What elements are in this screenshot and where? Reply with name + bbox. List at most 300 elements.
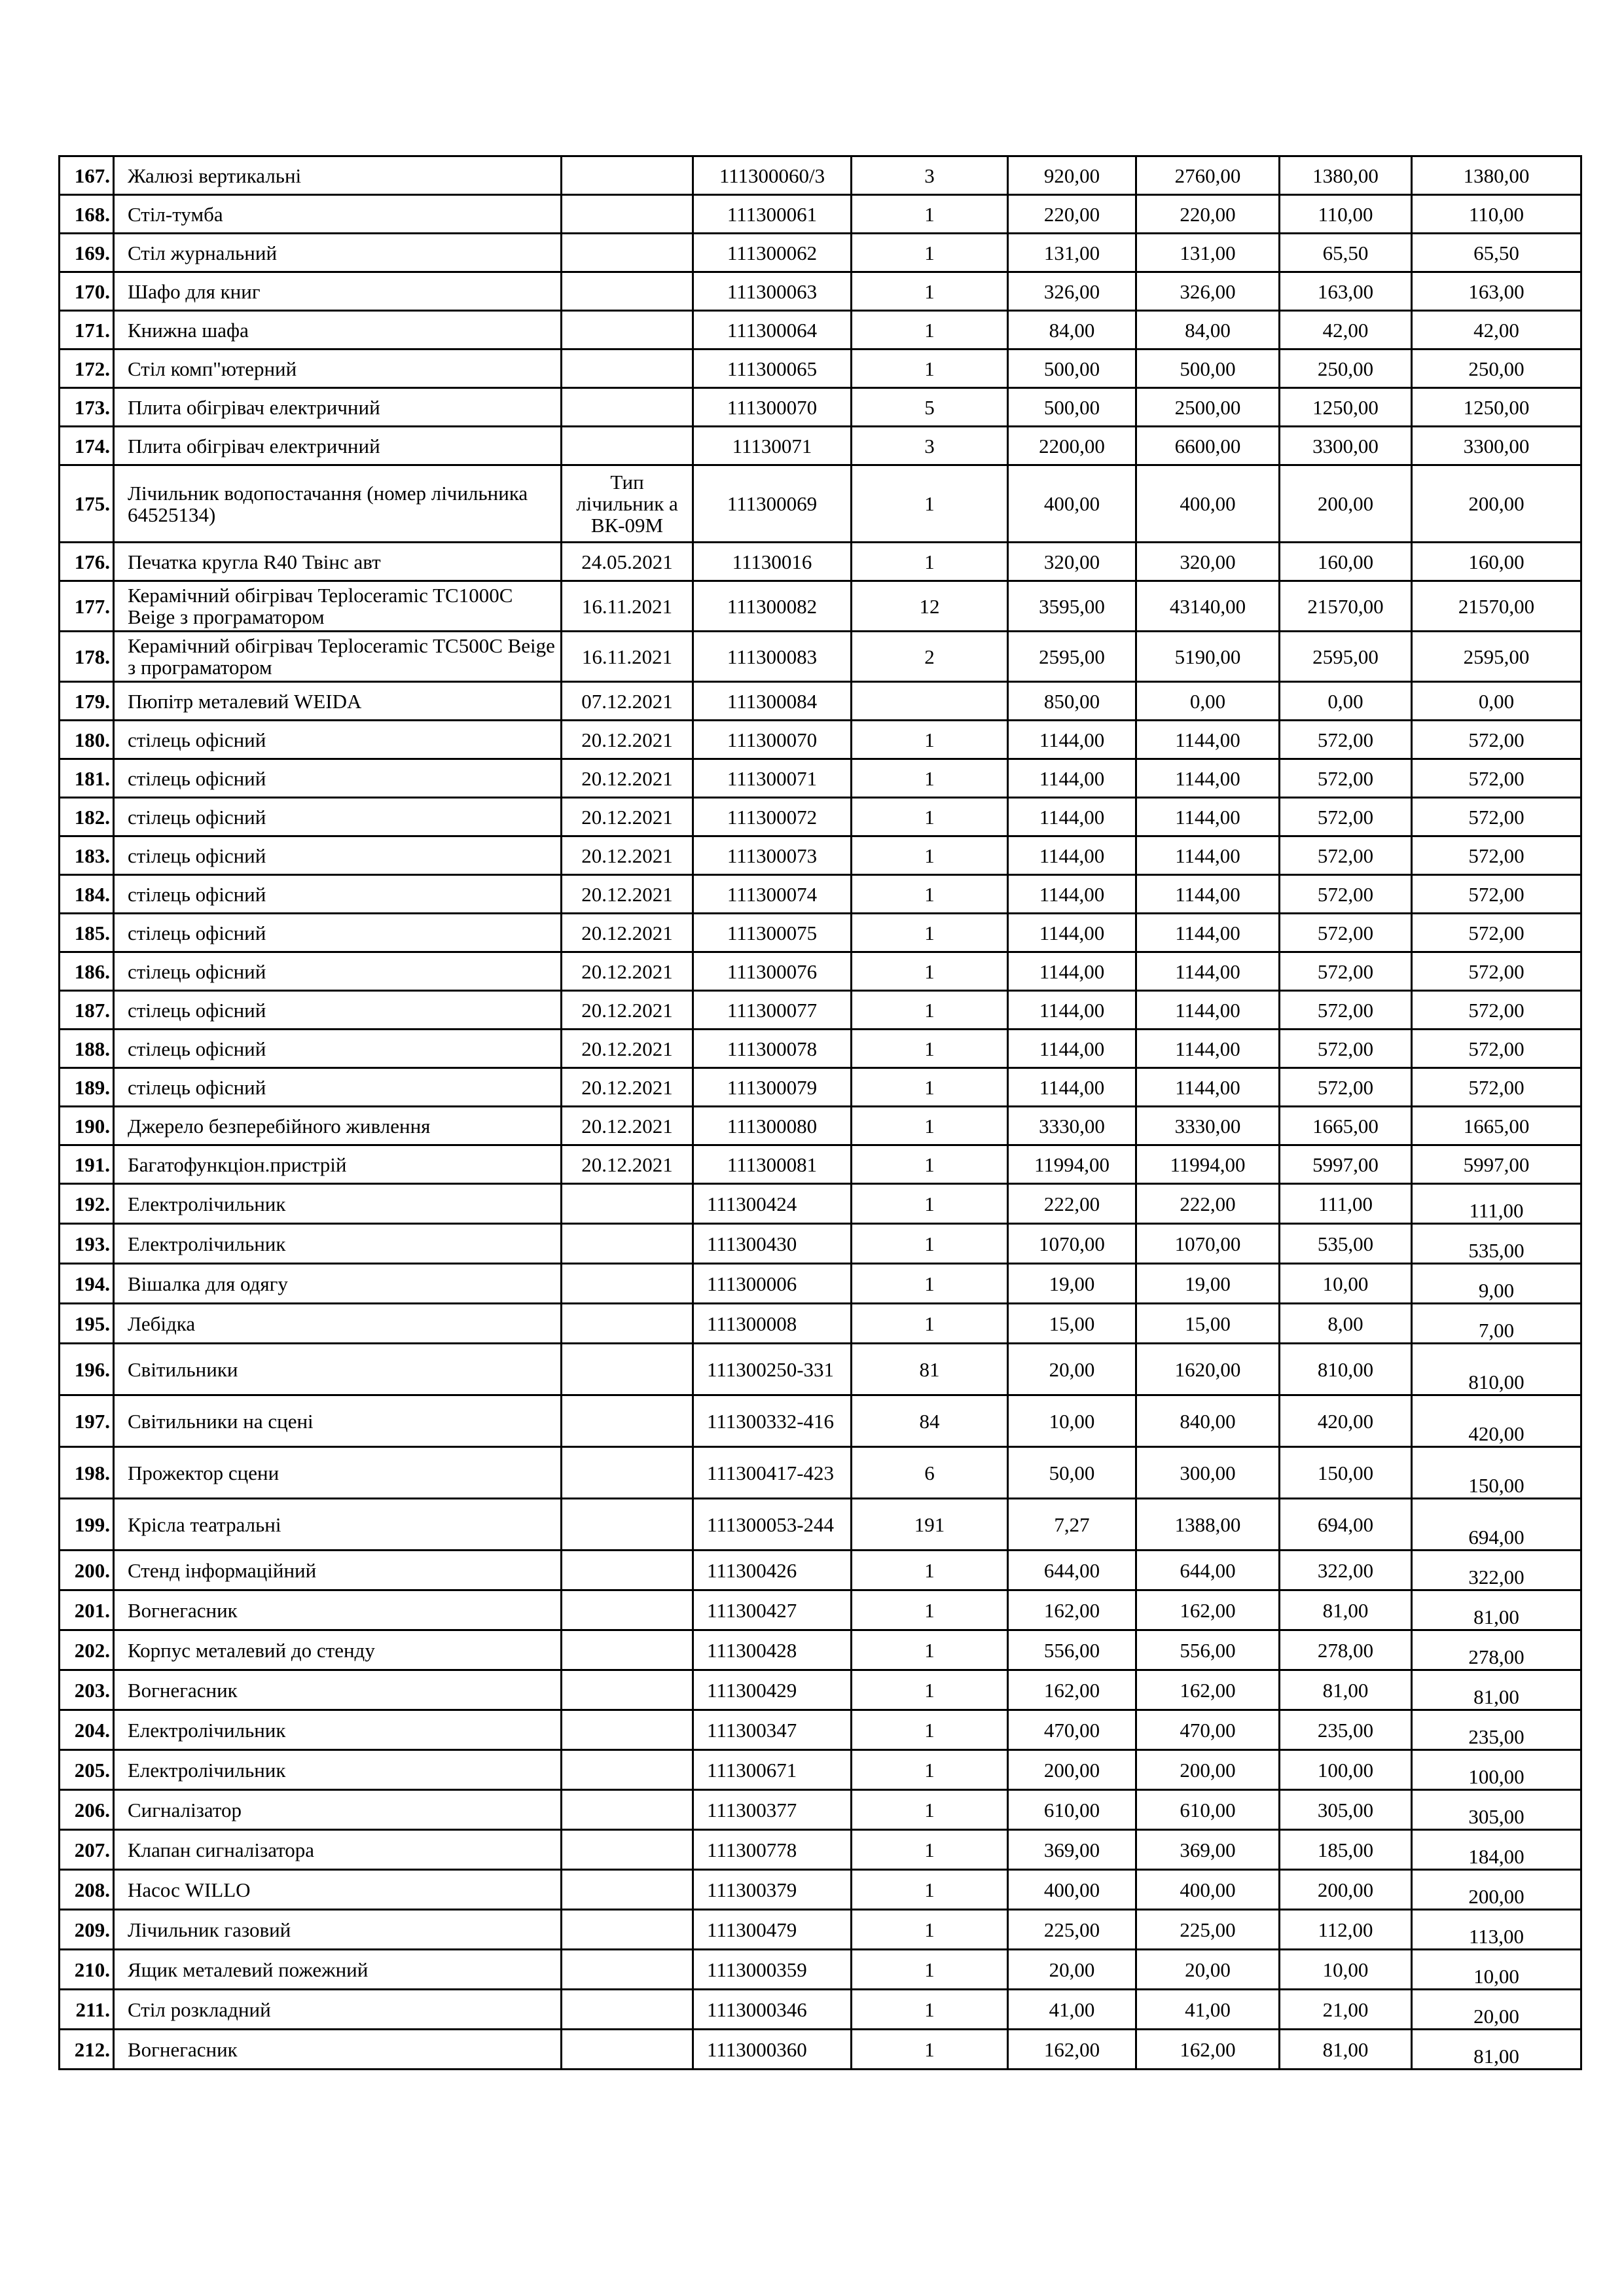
- row-number: 182.: [60, 798, 114, 836]
- amount: 572,00: [1280, 721, 1412, 759]
- unit-price: 2595,00: [1008, 632, 1136, 682]
- table-row: [60, 1950, 1581, 1990]
- unit-price: 225,00: [1008, 1910, 1136, 1950]
- total-cost: 1144,00: [1136, 798, 1280, 836]
- total-cost: 131,00: [1136, 234, 1280, 272]
- inventory-table: [58, 155, 1582, 2070]
- total-cost: 162,00: [1136, 1590, 1280, 1630]
- inventory-code: 111300077: [693, 991, 852, 1030]
- item-date: [562, 1499, 693, 1551]
- quantity: 1: [852, 952, 1008, 991]
- unit-price: 3330,00: [1008, 1107, 1136, 1145]
- item-date: 16.11.2021: [562, 632, 693, 682]
- amount: 1665,00: [1280, 1107, 1412, 1145]
- unit-price: 1144,00: [1008, 836, 1136, 875]
- item-date: 20.12.2021: [562, 1030, 693, 1068]
- total-cost: 1144,00: [1136, 1068, 1280, 1107]
- balance: 113,00: [1412, 1910, 1581, 1950]
- row-number: 176.: [60, 543, 114, 581]
- table-row: [60, 1910, 1581, 1950]
- item-date: 20.12.2021: [562, 1107, 693, 1145]
- unit-price: 11994,00: [1008, 1145, 1136, 1184]
- table-row: [60, 1750, 1581, 1790]
- item-name: Корпус металевий до стенду: [114, 1630, 562, 1670]
- quantity: 12: [852, 581, 1008, 632]
- inventory-code: 111300426: [693, 1551, 852, 1590]
- total-cost: 0,00: [1136, 682, 1280, 721]
- total-cost: 644,00: [1136, 1551, 1280, 1590]
- row-number: 199.: [60, 1499, 114, 1551]
- table-row: [60, 1030, 1581, 1068]
- total-cost: 200,00: [1136, 1750, 1280, 1790]
- total-cost: 400,00: [1136, 465, 1280, 543]
- row-number: 192.: [60, 1184, 114, 1224]
- balance: 572,00: [1412, 914, 1581, 952]
- row-number: 187.: [60, 991, 114, 1030]
- item-date: 20.12.2021: [562, 1145, 693, 1184]
- item-date: 20.12.2021: [562, 759, 693, 798]
- inventory-code: 111300070: [693, 721, 852, 759]
- table-row: [60, 156, 1581, 195]
- quantity: 1: [852, 1145, 1008, 1184]
- amount: 65,50: [1280, 234, 1412, 272]
- quantity: 191: [852, 1499, 1008, 1551]
- item-name: Плита обігрівач електричний: [114, 388, 562, 427]
- total-cost: 15,00: [1136, 1304, 1280, 1344]
- total-cost: 1144,00: [1136, 1030, 1280, 1068]
- inventory-code: 111300417-423: [693, 1447, 852, 1499]
- total-cost: 2760,00: [1136, 156, 1280, 195]
- total-cost: 1144,00: [1136, 721, 1280, 759]
- table-row: [60, 1551, 1581, 1590]
- row-number: 171.: [60, 311, 114, 350]
- inventory-code: 11130071: [693, 427, 852, 465]
- table-row: [60, 427, 1581, 465]
- table-row: [60, 234, 1581, 272]
- item-name: Стіл комп"ютерний: [114, 350, 562, 388]
- balance: 81,00: [1412, 1670, 1581, 1710]
- item-name: Лічильник водопостачання (номер лічильника 64525134): [114, 465, 562, 543]
- balance: 278,00: [1412, 1630, 1581, 1670]
- balance: 572,00: [1412, 1068, 1581, 1107]
- amount: 572,00: [1280, 1030, 1412, 1068]
- item-name: Лебідка: [114, 1304, 562, 1344]
- balance: 572,00: [1412, 875, 1581, 914]
- amount: 572,00: [1280, 798, 1412, 836]
- item-name: Шафо для книг: [114, 272, 562, 311]
- unit-price: 20,00: [1008, 1950, 1136, 1990]
- table-row: [60, 465, 1581, 543]
- row-number: 208.: [60, 1870, 114, 1910]
- inventory-code: 111300078: [693, 1030, 852, 1068]
- inventory-code: 111300064: [693, 311, 852, 350]
- unit-price: 920,00: [1008, 156, 1136, 195]
- inventory-code: 111300073: [693, 836, 852, 875]
- table-row: [60, 1830, 1581, 1870]
- balance: 81,00: [1412, 2030, 1581, 2070]
- unit-price: 1144,00: [1008, 721, 1136, 759]
- quantity: 1: [852, 798, 1008, 836]
- row-number: 180.: [60, 721, 114, 759]
- row-number: 210.: [60, 1950, 114, 1990]
- amount: 572,00: [1280, 991, 1412, 1030]
- row-number: 206.: [60, 1790, 114, 1830]
- item-name: стілець офісний: [114, 836, 562, 875]
- item-date: [562, 350, 693, 388]
- table-row: [60, 952, 1581, 991]
- table-row: [60, 1790, 1581, 1830]
- total-cost: 326,00: [1136, 272, 1280, 311]
- inventory-code: 111300379: [693, 1870, 852, 1910]
- total-cost: 1144,00: [1136, 952, 1280, 991]
- total-cost: 320,00: [1136, 543, 1280, 581]
- row-number: 181.: [60, 759, 114, 798]
- inventory-code: 111300347: [693, 1710, 852, 1750]
- unit-price: 1144,00: [1008, 759, 1136, 798]
- item-name: Керамічний обігрівач Teploceramic TC500C Beige з програматором: [114, 632, 562, 682]
- balance: 694,00: [1412, 1499, 1581, 1551]
- inventory-code: 111300053-244: [693, 1499, 852, 1551]
- quantity: 1: [852, 1670, 1008, 1710]
- total-cost: 5190,00: [1136, 632, 1280, 682]
- row-number: 209.: [60, 1910, 114, 1950]
- balance: 100,00: [1412, 1750, 1581, 1790]
- balance: 9,00: [1412, 1264, 1581, 1304]
- balance: 572,00: [1412, 1030, 1581, 1068]
- amount: 10,00: [1280, 1264, 1412, 1304]
- total-cost: 162,00: [1136, 1670, 1280, 1710]
- amount: 572,00: [1280, 759, 1412, 798]
- balance: 160,00: [1412, 543, 1581, 581]
- item-date: [562, 2030, 693, 2070]
- balance: 81,00: [1412, 1590, 1581, 1630]
- row-number: 205.: [60, 1750, 114, 1790]
- amount: 185,00: [1280, 1830, 1412, 1870]
- inventory-code: 1113000346: [693, 1990, 852, 2030]
- quantity: 1: [852, 311, 1008, 350]
- balance: 1380,00: [1412, 156, 1581, 195]
- inventory-code: 111300063: [693, 272, 852, 311]
- balance: 150,00: [1412, 1447, 1581, 1499]
- amount: 572,00: [1280, 875, 1412, 914]
- item-name: Електролічильник: [114, 1710, 562, 1750]
- item-date: [562, 311, 693, 350]
- item-date: [562, 1790, 693, 1830]
- amount: 572,00: [1280, 836, 1412, 875]
- amount: 420,00: [1280, 1395, 1412, 1447]
- quantity: 1: [852, 1750, 1008, 1790]
- row-number: 198.: [60, 1447, 114, 1499]
- quantity: 5: [852, 388, 1008, 427]
- row-number: 172.: [60, 350, 114, 388]
- item-name: стілець офісний: [114, 914, 562, 952]
- table-row: [60, 1068, 1581, 1107]
- row-number: 203.: [60, 1670, 114, 1710]
- total-cost: 1144,00: [1136, 875, 1280, 914]
- inventory-code: 111300671: [693, 1750, 852, 1790]
- row-number: 185.: [60, 914, 114, 952]
- item-date: [562, 1551, 693, 1590]
- total-cost: 1144,00: [1136, 836, 1280, 875]
- total-cost: 1388,00: [1136, 1499, 1280, 1551]
- inventory-code: 111300430: [693, 1224, 852, 1264]
- table-row: [60, 991, 1581, 1030]
- row-number: 174.: [60, 427, 114, 465]
- balance: 572,00: [1412, 836, 1581, 875]
- item-name: Стіл-тумба: [114, 195, 562, 234]
- amount: 322,00: [1280, 1551, 1412, 1590]
- amount: 235,00: [1280, 1710, 1412, 1750]
- row-number: 195.: [60, 1304, 114, 1344]
- item-name: стілець офісний: [114, 759, 562, 798]
- amount: 0,00: [1280, 682, 1412, 721]
- item-name: стілець офісний: [114, 952, 562, 991]
- balance: 572,00: [1412, 952, 1581, 991]
- balance: 810,00: [1412, 1344, 1581, 1395]
- balance: 110,00: [1412, 195, 1581, 234]
- row-number: 173.: [60, 388, 114, 427]
- unit-price: 84,00: [1008, 311, 1136, 350]
- unit-price: 1144,00: [1008, 914, 1136, 952]
- row-number: 167.: [60, 156, 114, 195]
- balance: 572,00: [1412, 798, 1581, 836]
- inventory-code: 111300061: [693, 195, 852, 234]
- table-row: [60, 1304, 1581, 1344]
- quantity: 1: [852, 1710, 1008, 1750]
- inventory-code: 1113000359: [693, 1950, 852, 1990]
- item-name: Багатофункціон.пристрій: [114, 1145, 562, 1184]
- amount: 81,00: [1280, 1670, 1412, 1710]
- amount: 810,00: [1280, 1344, 1412, 1395]
- total-cost: 1144,00: [1136, 991, 1280, 1030]
- inventory-code: 111300082: [693, 581, 852, 632]
- row-number: 207.: [60, 1830, 114, 1870]
- table-row: [60, 2030, 1581, 2070]
- item-name: Сигналізатор: [114, 1790, 562, 1830]
- item-date: 16.11.2021: [562, 581, 693, 632]
- item-date: [562, 1830, 693, 1870]
- table-row: [60, 1630, 1581, 1670]
- row-number: 211.: [60, 1990, 114, 2030]
- row-number: 197.: [60, 1395, 114, 1447]
- item-name: Вогнегасник: [114, 2030, 562, 2070]
- unit-price: 20,00: [1008, 1344, 1136, 1395]
- quantity: 1: [852, 195, 1008, 234]
- item-name: Вогнегасник: [114, 1590, 562, 1630]
- unit-price: 1144,00: [1008, 952, 1136, 991]
- total-cost: 222,00: [1136, 1184, 1280, 1224]
- quantity: 1: [852, 759, 1008, 798]
- item-date: [562, 272, 693, 311]
- item-name: Крісла театральні: [114, 1499, 562, 1551]
- balance: 572,00: [1412, 721, 1581, 759]
- unit-price: 400,00: [1008, 1870, 1136, 1910]
- unit-price: 610,00: [1008, 1790, 1136, 1830]
- amount: 100,00: [1280, 1750, 1412, 1790]
- inventory-code: 111300332-416: [693, 1395, 852, 1447]
- item-name: Електролічильник: [114, 1184, 562, 1224]
- item-date: [562, 1670, 693, 1710]
- amount: 1250,00: [1280, 388, 1412, 427]
- balance: 3300,00: [1412, 427, 1581, 465]
- row-number: 201.: [60, 1590, 114, 1630]
- unit-price: 1144,00: [1008, 1030, 1136, 1068]
- table-row: [60, 875, 1581, 914]
- inventory-code: 111300479: [693, 1910, 852, 1950]
- inventory-code: 111300075: [693, 914, 852, 952]
- quantity: 1: [852, 1184, 1008, 1224]
- item-date: [562, 1344, 693, 1395]
- item-name: Книжна шафа: [114, 311, 562, 350]
- amount: 250,00: [1280, 350, 1412, 388]
- item-date: 20.12.2021: [562, 836, 693, 875]
- total-cost: 19,00: [1136, 1264, 1280, 1304]
- balance: 111,00: [1412, 1184, 1581, 1224]
- amount: 150,00: [1280, 1447, 1412, 1499]
- inventory-code: 111300429: [693, 1670, 852, 1710]
- quantity: 84: [852, 1395, 1008, 1447]
- item-date: [562, 1395, 693, 1447]
- total-cost: 3330,00: [1136, 1107, 1280, 1145]
- item-name: Ящик металевий пожежний: [114, 1950, 562, 1990]
- inventory-code: 111300250-331: [693, 1344, 852, 1395]
- row-number: 168.: [60, 195, 114, 234]
- unit-price: 2200,00: [1008, 427, 1136, 465]
- item-name: Керамічний обігрівач Teploceramic TC1000C Beige з програматором: [114, 581, 562, 632]
- unit-price: 850,00: [1008, 682, 1136, 721]
- unit-price: 470,00: [1008, 1710, 1136, 1750]
- item-name: стілець офісний: [114, 721, 562, 759]
- row-number: 190.: [60, 1107, 114, 1145]
- table-row: [60, 798, 1581, 836]
- item-date: 20.12.2021: [562, 798, 693, 836]
- item-name: Електролічильник: [114, 1750, 562, 1790]
- item-name: Стіл розкладний: [114, 1990, 562, 2030]
- amount: 278,00: [1280, 1630, 1412, 1670]
- item-name: стілець офісний: [114, 1068, 562, 1107]
- table-row: [60, 1395, 1581, 1447]
- total-cost: 610,00: [1136, 1790, 1280, 1830]
- total-cost: 20,00: [1136, 1950, 1280, 1990]
- quantity: 1: [852, 1107, 1008, 1145]
- inventory-code: 111300008: [693, 1304, 852, 1344]
- balance: 200,00: [1412, 465, 1581, 543]
- table-row: [60, 759, 1581, 798]
- item-date: [562, 234, 693, 272]
- item-name: Стенд інформаційний: [114, 1551, 562, 1590]
- item-date: [562, 1224, 693, 1264]
- amount: 5997,00: [1280, 1145, 1412, 1184]
- item-date: Тип лічильник а ВК-09М: [562, 465, 693, 543]
- quantity: 1: [852, 234, 1008, 272]
- table-row: [60, 1590, 1581, 1630]
- row-number: 170.: [60, 272, 114, 311]
- unit-price: 162,00: [1008, 1670, 1136, 1710]
- quantity: 1: [852, 350, 1008, 388]
- unit-price: 162,00: [1008, 2030, 1136, 2070]
- quantity: 1: [852, 1790, 1008, 1830]
- inventory-code: 111300070: [693, 388, 852, 427]
- row-number: 177.: [60, 581, 114, 632]
- table-row: [60, 1264, 1581, 1304]
- inventory-code: 111300072: [693, 798, 852, 836]
- table-row: [60, 1107, 1581, 1145]
- balance: 20,00: [1412, 1990, 1581, 2030]
- inventory-code: 111300006: [693, 1264, 852, 1304]
- unit-price: 369,00: [1008, 1830, 1136, 1870]
- balance: 1250,00: [1412, 388, 1581, 427]
- quantity: 1: [852, 272, 1008, 311]
- amount: 81,00: [1280, 1590, 1412, 1630]
- unit-price: 222,00: [1008, 1184, 1136, 1224]
- item-date: 20.12.2021: [562, 952, 693, 991]
- balance: 250,00: [1412, 350, 1581, 388]
- table-row: [60, 1990, 1581, 2030]
- amount: 200,00: [1280, 465, 1412, 543]
- total-cost: 500,00: [1136, 350, 1280, 388]
- total-cost: 556,00: [1136, 1630, 1280, 1670]
- balance: 0,00: [1412, 682, 1581, 721]
- unit-price: 1070,00: [1008, 1224, 1136, 1264]
- total-cost: 470,00: [1136, 1710, 1280, 1750]
- amount: 305,00: [1280, 1790, 1412, 1830]
- item-name: стілець офісний: [114, 1030, 562, 1068]
- balance: 305,00: [1412, 1790, 1581, 1830]
- unit-price: 400,00: [1008, 465, 1136, 543]
- amount: 81,00: [1280, 2030, 1412, 2070]
- quantity: 1: [852, 1630, 1008, 1670]
- quantity: 81: [852, 1344, 1008, 1395]
- total-cost: 1620,00: [1136, 1344, 1280, 1395]
- unit-price: 320,00: [1008, 543, 1136, 581]
- total-cost: 225,00: [1136, 1910, 1280, 1950]
- balance: 322,00: [1412, 1551, 1581, 1590]
- amount: 572,00: [1280, 914, 1412, 952]
- item-date: [562, 1184, 693, 1224]
- table-row: [60, 682, 1581, 721]
- balance: 21570,00: [1412, 581, 1581, 632]
- balance: 7,00: [1412, 1304, 1581, 1344]
- item-date: [562, 388, 693, 427]
- amount: 111,00: [1280, 1184, 1412, 1224]
- unit-price: 7,27: [1008, 1499, 1136, 1551]
- inventory-code: 111300424: [693, 1184, 852, 1224]
- total-cost: 1070,00: [1136, 1224, 1280, 1264]
- amount: 21570,00: [1280, 581, 1412, 632]
- item-date: [562, 1910, 693, 1950]
- total-cost: 369,00: [1136, 1830, 1280, 1870]
- item-date: [562, 1590, 693, 1630]
- total-cost: 300,00: [1136, 1447, 1280, 1499]
- item-date: 20.12.2021: [562, 1068, 693, 1107]
- quantity: 1: [852, 465, 1008, 543]
- inventory-code: 111300076: [693, 952, 852, 991]
- item-date: 20.12.2021: [562, 991, 693, 1030]
- item-name: стілець офісний: [114, 798, 562, 836]
- quantity: 1: [852, 836, 1008, 875]
- amount: 42,00: [1280, 311, 1412, 350]
- table-row: [60, 1344, 1581, 1395]
- total-cost: 84,00: [1136, 311, 1280, 350]
- row-number: 189.: [60, 1068, 114, 1107]
- quantity: 1: [852, 1224, 1008, 1264]
- balance: 65,50: [1412, 234, 1581, 272]
- unit-price: 10,00: [1008, 1395, 1136, 1447]
- item-name: Електролічильник: [114, 1224, 562, 1264]
- row-number: 196.: [60, 1344, 114, 1395]
- item-name: Жалюзі вертикальні: [114, 156, 562, 195]
- unit-price: 131,00: [1008, 234, 1136, 272]
